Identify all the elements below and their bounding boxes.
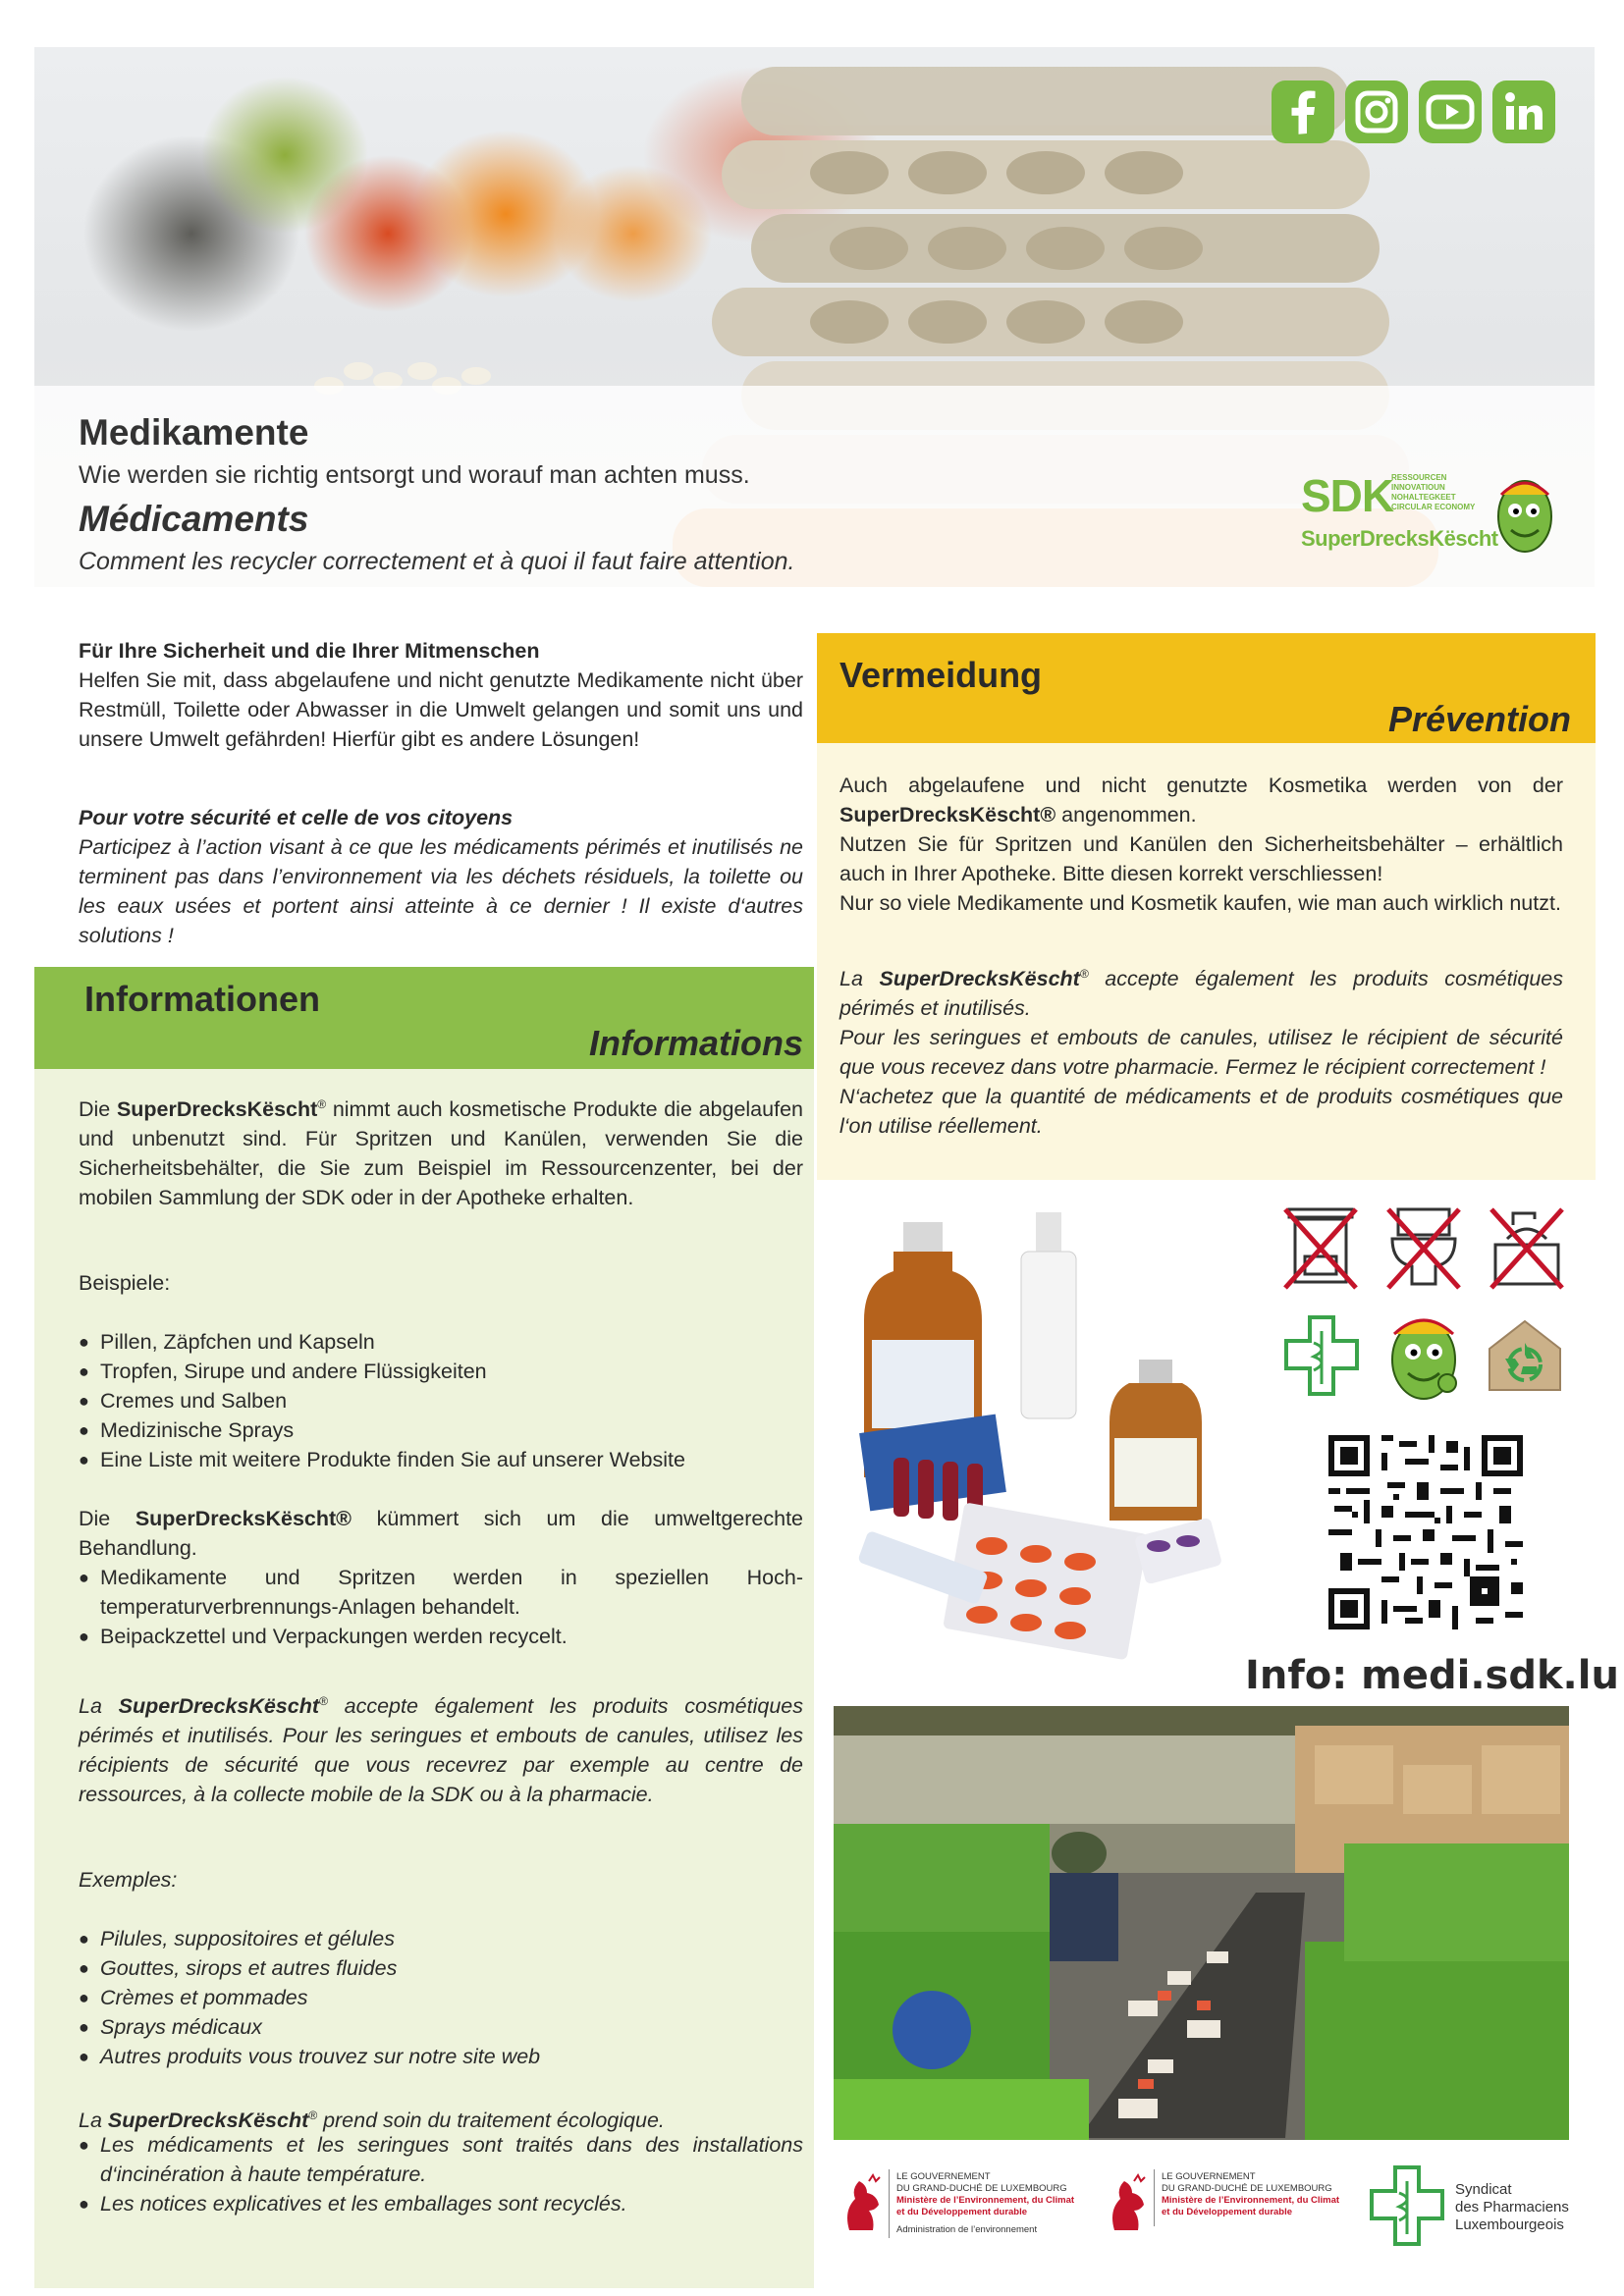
info-paragraph-2: Die SuperDrecksKëscht® kümmert sich um die umweltgerechte Behandlung. bbox=[79, 1507, 804, 1560]
list-item: ● Pillen, Zäpfchen und Kapseln bbox=[79, 1327, 803, 1357]
list-item: ● Tropfen, Sirupe und andere Flüssigkeiten bbox=[79, 1357, 803, 1386]
sdk-logo-tagline: RESSOURCEN INNOVATIOUN NOHALTEGKEET CIRCULAR ECONOMY bbox=[1391, 473, 1476, 511]
page-subtitle-de: Wie werden sie richtig entsorgt und worauf man achten muss. bbox=[79, 461, 750, 489]
vermeidung-title-de: Vermeidung bbox=[839, 655, 1043, 695]
sdk-logo-name: SuperDrecksKëscht bbox=[1301, 526, 1498, 551]
list-item: ● Les notices explicatives et les emballages sont recyclés. bbox=[79, 2189, 803, 2218]
qr-code[interactable] bbox=[1328, 1435, 1523, 1629]
pharmacy-cross-icon bbox=[1370, 2165, 1444, 2246]
info-paragraph-3: La SuperDrecksKëscht® accepte également les produits cosmétiques périmés et inutilisés. Pour les seringues et embouts de canules, utilisez les récipients de sécurité que vous recevrez par exemple au centre de ressources, à la collecte mobile de la SDK ou à la pharmacie. bbox=[79, 1694, 803, 1807]
syndicat-pharmaciens-logo: Syndicat des Pharmaciens Luxembourgeois bbox=[1455, 2181, 1569, 2233]
informationen-title-de: Informationen bbox=[84, 979, 320, 1019]
examples-list-fr bbox=[79, 1924, 803, 2071]
footer-divider bbox=[1154, 2169, 1155, 2226]
list-item: ● Eine Liste mit weitere Produkte finden Sie auf unserer Website bbox=[79, 1445, 803, 1474]
list-item: ● Medizinische Sprays bbox=[79, 1415, 803, 1445]
examples-label-fr: Exemples: bbox=[79, 1868, 178, 1892]
list-item: ● Cremes und Salben bbox=[79, 1386, 803, 1415]
youtube-icon[interactable] bbox=[1419, 80, 1482, 143]
intro-title-fr: Pour votre sécurité et celle de vos citoyens bbox=[79, 806, 514, 829]
list-item: ● Medikamente und Spritzen werden in speziellen Hoch-temperaturverbrennungs-Anlagen behandelt. bbox=[79, 1563, 803, 1622]
list-item: ● Sprays médicaux bbox=[79, 2012, 803, 2042]
sorting-facility-photo bbox=[834, 1706, 1569, 2140]
instagram-icon[interactable] bbox=[1345, 80, 1408, 143]
info-paragraph-4: La SuperDrecksKëscht® prend soin du traitement écologique. bbox=[79, 2109, 665, 2133]
sdk-logo-mark: SDK bbox=[1301, 470, 1394, 521]
page-title-de: Medikamente bbox=[79, 412, 309, 453]
luxembourg-lion-icon bbox=[1105, 2171, 1150, 2240]
prevention-text-de: Auch abgelaufene und nicht genutzte Kosmetika werden von der SuperDrecksKëscht® angenommen. Nutzen Sie für Spritzen und Kanülen den Sicherheitsbehälter – erhältlich auch in Ihrer Apotheke. Bitte diesen korrekt verschliessen! Nur so viele Medikamente und Kosmetik kaufen, wie man auch wirklich nutzt. bbox=[839, 774, 1563, 915]
list-item: ● Autres produits vous trouvez sur notre site web bbox=[79, 2042, 803, 2071]
list-item: ● Les médicaments et les seringues sont traités dans des installations d‘incinération à haute température. bbox=[79, 2130, 803, 2189]
gov-logo-2: LE GOUVERNEMENT DU GRAND-DUCHÉ DE LUXEMBOURG Ministère de l’Environnement, du Climat et du Développement durable bbox=[1162, 2171, 1340, 2217]
treatment-list-fr bbox=[79, 2130, 803, 2218]
examples-label-de: Beispiele: bbox=[79, 1271, 171, 1295]
info-website-link[interactable]: Info: medi.sdk.lu bbox=[1245, 1653, 1619, 1698]
page-subtitle-fr: Comment les recycler correctement et à quoi il faut faire attention. bbox=[79, 548, 795, 575]
no-toilet-icon bbox=[1384, 1205, 1463, 1292]
list-item: ● Pilules, suppositoires et gélules bbox=[79, 1924, 803, 1953]
no-drain-icon bbox=[1488, 1205, 1566, 1292]
medicine-products-photo bbox=[844, 1202, 1267, 1664]
prevention-text-fr: La SuperDrecksKëscht® accepte également les produits cosmétiques périmés et inutilisés. Pour les seringues et embouts de canules, utilisez le récipient de sécurité que vous recevez dans votre pharmacie. Fermez le récipient correctement ! N‘achetez que la quantité de médicaments et de produits cosmétiques que l‘on utilise réellement. bbox=[839, 967, 1563, 1139]
sdk-mascot-icon bbox=[1384, 1310, 1463, 1401]
no-residual-waste-icon bbox=[1281, 1205, 1360, 1292]
footer-divider bbox=[889, 2169, 890, 2238]
sdk-logo bbox=[1301, 469, 1558, 565]
page-title-fr: Médicaments bbox=[79, 499, 309, 539]
list-item: ● Crèmes et pommades bbox=[79, 1983, 803, 2012]
recycling-box-icon bbox=[1486, 1315, 1564, 1394]
linkedin-icon[interactable] bbox=[1492, 80, 1555, 143]
list-item: ● Gouttes, sirops et autres fluides bbox=[79, 1953, 803, 1983]
intro-text-fr: Participez à l’action visant à ce que les médicaments périmés et inutilisés ne terminent pas dans l’environnement via les déchets résiduels, la toilette ou les eaux usées et portent ainsi atteinte à ce dernier ! Il existe d‘autres solutions ! bbox=[79, 835, 803, 947]
informationen-title-fr: Informations bbox=[588, 1023, 803, 1063]
info-paragraph-1: Die SuperDrecksKëscht® nimmt auch kosmetische Produkte die abgelaufen und unbenutzt sind. Für Spritzen und Kanülen, verwenden Sie die Sicherheitsbehälter, die Sie zum Beispiel im Ressourcenzenter, bei der mobilen Sammlung der SDK oder in der Apotheke erhalten. bbox=[79, 1097, 803, 1210]
intro-title-de: Für Ihre Sicherheit und die Ihrer Mitmenschen bbox=[79, 639, 540, 663]
pharmacy-cross-icon bbox=[1284, 1315, 1359, 1396]
vermeidung-title-fr: Prévention bbox=[1387, 699, 1571, 739]
treatment-list-de bbox=[79, 1563, 803, 1651]
luxembourg-lion-icon bbox=[839, 2171, 885, 2240]
sdk-mascot-icon bbox=[1493, 471, 1556, 561]
gov-logo-1: LE GOUVERNEMENT DU GRAND-DUCHÉ DE LUXEMBOURG Ministère de l’Environnement, du Climat et du Développement durable Administration de l’environnement bbox=[896, 2171, 1075, 2235]
intro-text-de: Helfen Sie mit, dass abgelaufene und nicht genutzte Medikamente nicht über Restmüll, Toilette oder Abwasser in die Umwelt gelangen und somit uns und unsere Umwelt gefährden! Hierfür gibt es andere Lösungen! bbox=[79, 668, 803, 751]
examples-list-de bbox=[79, 1327, 803, 1474]
list-item: ● Beipackzettel und Verpackungen werden recycelt. bbox=[79, 1622, 803, 1651]
facebook-icon[interactable] bbox=[1272, 80, 1334, 143]
